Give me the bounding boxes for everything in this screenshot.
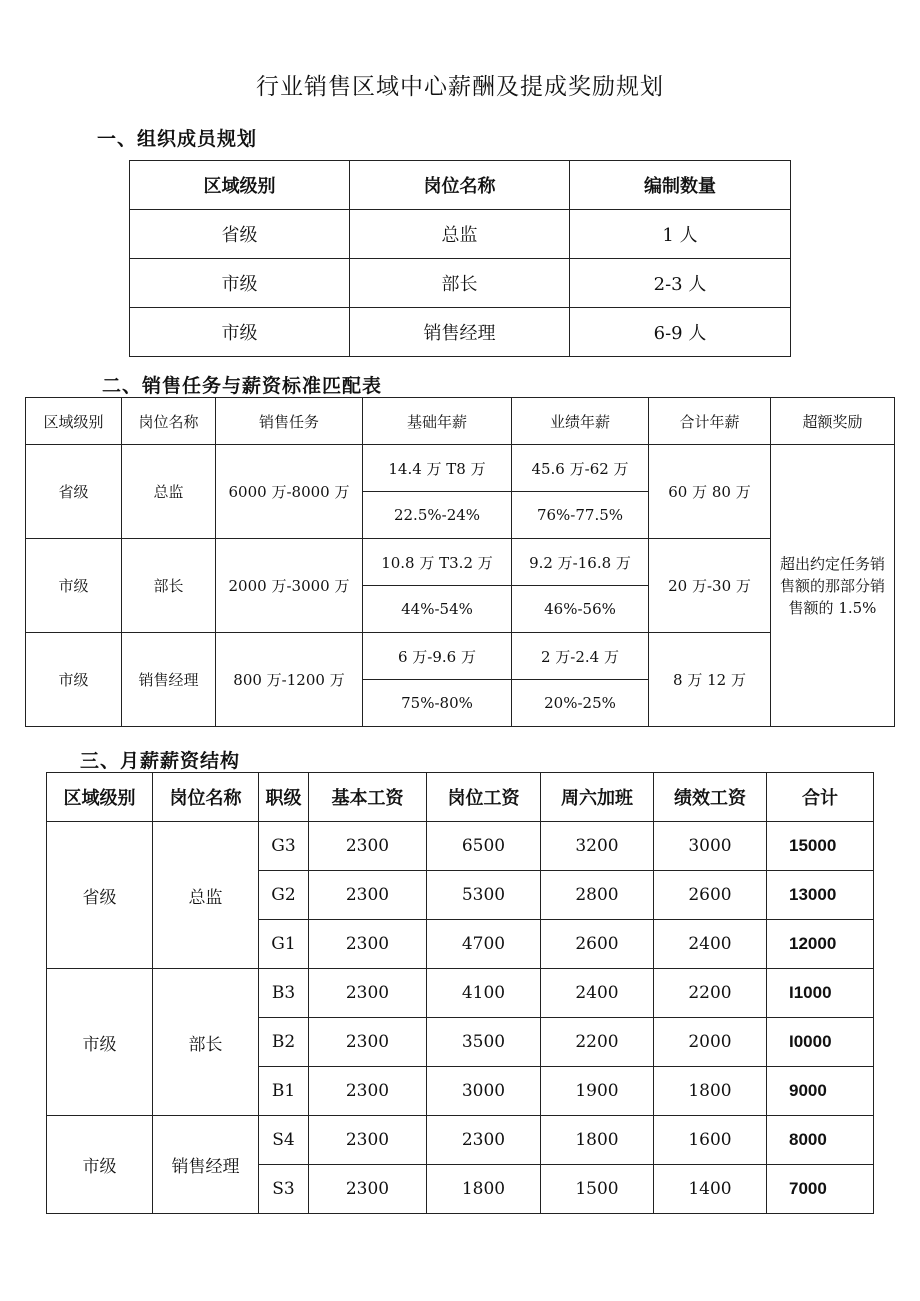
cell: 2300 (309, 1067, 427, 1116)
header-cell: 合计年薪 (649, 398, 771, 445)
region-cell: 市级 (47, 969, 153, 1116)
section-heading-1: 一、组织成员规划 (97, 128, 258, 150)
header-cell: 合计 (767, 773, 874, 822)
header-cell: 销售任务 (216, 398, 363, 445)
cell: 2600 (654, 871, 767, 920)
header-cell: 区域级别 (47, 773, 153, 822)
cell: 省级 (130, 210, 350, 259)
cell: 部长 (350, 259, 570, 308)
cell: 2300 (427, 1116, 541, 1165)
post-cell: 销售经理 (153, 1116, 259, 1214)
region-cell: 省级 (47, 822, 153, 969)
cell: 2300 (309, 1116, 427, 1165)
cell: 2-3 人 (570, 259, 791, 308)
table-row (130, 210, 791, 259)
post-cell: 总监 (153, 822, 259, 969)
cell: 1800 (654, 1067, 767, 1116)
table-row (47, 822, 874, 871)
base-salary-cell: 6 万-9.6 万 (363, 633, 512, 680)
cell: 1800 (427, 1165, 541, 1214)
post-cell: 部长 (153, 969, 259, 1116)
header-cell: 绩效工资 (654, 773, 767, 822)
cell: 5300 (427, 871, 541, 920)
total-cell: 9000 (767, 1067, 874, 1116)
header-cell: 超额奖励 (771, 398, 895, 445)
header-cell: 岗位名称 (122, 398, 216, 445)
base-pct-cell: 75%-80% (363, 680, 512, 727)
cell: 2200 (654, 969, 767, 1018)
perf-salary-cell: 45.6 万-62 万 (512, 445, 649, 492)
post-cell: 部长 (122, 539, 216, 633)
header-cell: 岗位名称 (350, 161, 570, 210)
table-row (26, 445, 895, 492)
table-row (47, 969, 874, 1018)
total-cell: I1000 (767, 969, 874, 1018)
table-header-row (26, 398, 895, 445)
total-salary-cell: 20 万-30 万 (649, 539, 771, 633)
task-cell: 2000 万-3000 万 (216, 539, 363, 633)
header-cell: 岗位名称 (153, 773, 259, 822)
table-header-row (47, 773, 874, 822)
base-salary-cell: 10.8 万 T3.2 万 (363, 539, 512, 586)
cell: 3000 (654, 822, 767, 871)
cell: 市级 (130, 308, 350, 357)
header-cell: 区域级别 (130, 161, 350, 210)
cell: 2300 (309, 1165, 427, 1214)
cell: 6500 (427, 822, 541, 871)
post-cell: 销售经理 (122, 633, 216, 727)
cell: 总监 (350, 210, 570, 259)
header-cell: 岗位工资 (427, 773, 541, 822)
cell: 2300 (309, 822, 427, 871)
cell: 2300 (309, 1018, 427, 1067)
table-row (47, 1116, 874, 1165)
task-cell: 6000 万-8000 万 (216, 445, 363, 539)
total-cell: 7000 (767, 1165, 874, 1214)
header-cell: 职级 (259, 773, 309, 822)
total-cell: 13000 (767, 871, 874, 920)
total-cell: 15000 (767, 822, 874, 871)
cell: 2600 (541, 920, 654, 969)
header-cell: 周六加班 (541, 773, 654, 822)
cell: 2400 (541, 969, 654, 1018)
cell: 3500 (427, 1018, 541, 1067)
region-cell: 省级 (26, 445, 122, 539)
cell: 1400 (654, 1165, 767, 1214)
cell: 2200 (541, 1018, 654, 1067)
grade-cell: S4 (259, 1116, 309, 1165)
cell: 1500 (541, 1165, 654, 1214)
region-cell: 市级 (26, 633, 122, 727)
region-cell: 市级 (26, 539, 122, 633)
cell: 3200 (541, 822, 654, 871)
total-salary-cell: 8 万 12 万 (649, 633, 771, 727)
cell: 销售经理 (350, 308, 570, 357)
header-cell: 区域级别 (26, 398, 122, 445)
grade-cell: B2 (259, 1018, 309, 1067)
header-cell: 编制数量 (570, 161, 791, 210)
table-header-row (130, 161, 791, 210)
total-salary-cell: 60 万 80 万 (649, 445, 771, 539)
grade-cell: G3 (259, 822, 309, 871)
section-heading-3: 三、月薪薪资结构 (80, 750, 241, 772)
cell: 4700 (427, 920, 541, 969)
total-cell: I0000 (767, 1018, 874, 1067)
total-cell: 12000 (767, 920, 874, 969)
cell: 2400 (654, 920, 767, 969)
grade-cell: G1 (259, 920, 309, 969)
grade-cell: B3 (259, 969, 309, 1018)
total-cell: 8000 (767, 1116, 874, 1165)
cell: 1600 (654, 1116, 767, 1165)
cell: 2300 (309, 871, 427, 920)
cell: 2300 (309, 969, 427, 1018)
base-salary-cell: 14.4 万 T8 万 (363, 445, 512, 492)
monthly-salary-table (46, 772, 874, 1214)
grade-cell: G2 (259, 871, 309, 920)
perf-pct-cell: 46%-56% (512, 586, 649, 633)
cell: 3000 (427, 1067, 541, 1116)
cell: 市级 (130, 259, 350, 308)
perf-salary-cell: 2 万-2.4 万 (512, 633, 649, 680)
table-row (26, 539, 895, 586)
cell: 2800 (541, 871, 654, 920)
header-cell: 业绩年薪 (512, 398, 649, 445)
grade-cell: S3 (259, 1165, 309, 1214)
base-pct-cell: 22.5%-24% (363, 492, 512, 539)
table-row (130, 259, 791, 308)
table-row (130, 308, 791, 357)
perf-salary-cell: 9.2 万-16.8 万 (512, 539, 649, 586)
grade-cell: B1 (259, 1067, 309, 1116)
cell: 1 人 (570, 210, 791, 259)
perf-pct-cell: 20%-25% (512, 680, 649, 727)
cell: 2300 (309, 920, 427, 969)
perf-pct-cell: 76%-77.5% (512, 492, 649, 539)
header-cell: 基本工资 (309, 773, 427, 822)
region-cell: 市级 (47, 1116, 153, 1214)
table-row (26, 633, 895, 680)
cell: 2000 (654, 1018, 767, 1067)
cell: 1800 (541, 1116, 654, 1165)
bonus-cell: 超出约定任务销售额的那部分销售额的 1.5% (771, 445, 895, 727)
cell: 4100 (427, 969, 541, 1018)
cell: 1900 (541, 1067, 654, 1116)
sales-salary-table (25, 397, 895, 727)
base-pct-cell: 44%-54% (363, 586, 512, 633)
org-plan-table (129, 160, 791, 357)
section-heading-2: 二、销售任务与薪资标准匹配表 (102, 375, 383, 397)
cell: 6-9 人 (570, 308, 791, 357)
page-title: 行业销售区域中心薪酬及提成奖励规划 (256, 74, 664, 100)
header-cell: 基础年薪 (363, 398, 512, 445)
post-cell: 总监 (122, 445, 216, 539)
task-cell: 800 万-1200 万 (216, 633, 363, 727)
